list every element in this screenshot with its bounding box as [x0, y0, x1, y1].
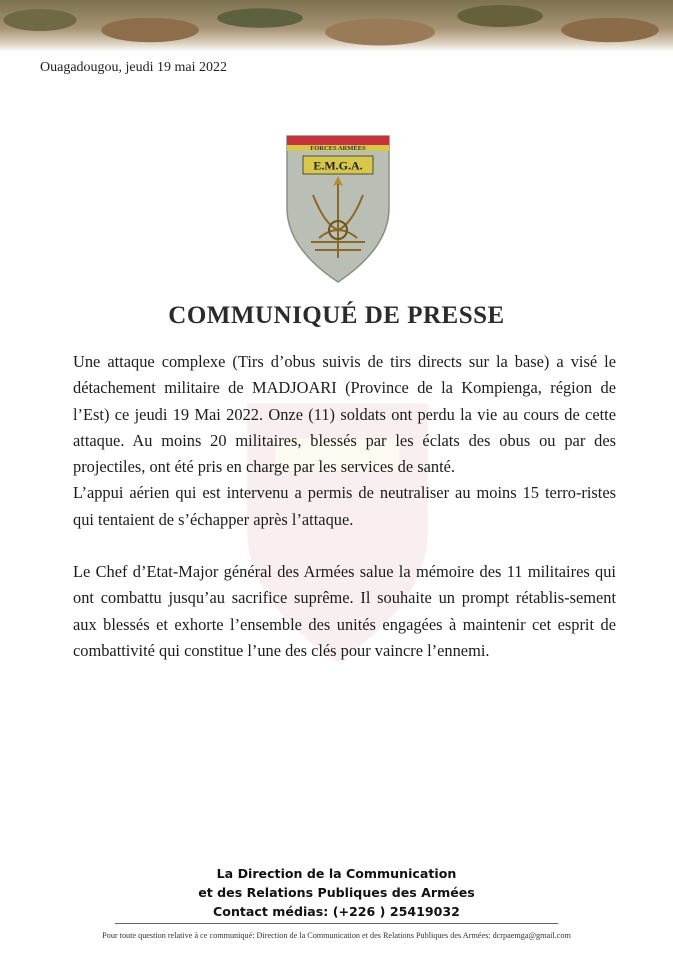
- footer-note: Pour toute question relative à ce communiqué: Direction de la Communication et des Relations Publiques des Armées: dcrpaemga@gmail.com: [102, 931, 571, 940]
- media-contact: Contact médias: (+226 ) 25419032: [213, 904, 460, 919]
- signature-line-2: et des Relations Publiques des Armées: [198, 885, 475, 900]
- emblem-org-text: E.M.G.A.: [313, 158, 363, 173]
- paragraph-tribute: Le Chef d’Etat-Major général des Armées salue la mémoire des 11 militaires qui ont combattu jusqu’au sacrifice suprême. Il souhaite un prompt rétablis-sement aux blessés et exhorte l’ensemble des unités engagées à maintenir cet esprit de combattivité qui constitue l’une des clés pour vaincre l’ennemi.: [73, 562, 616, 660]
- signature-block: [0, 864, 673, 921]
- camouflage-header-band: [0, 0, 673, 52]
- document-date: Ouagadougou, jeudi 19 mai 2022: [40, 60, 228, 75]
- paragraph-attack: Une attaque complexe (Tirs d’obus suivis de tirs directs sur la base) a visé le détachement militaire de MADJOARI (Province de la Kompienga, région de l’Est) ce jeudi 19 Mai 2022. Onze (11) soldats ont perdu la vie au cours de cette attaque. Au moins 20 militaires, blessés par les éclats des obus ou par des projectiles, ont été pris en charge par les services de santé.: [73, 352, 616, 477]
- footer-divider: [115, 923, 558, 924]
- signature-line-1: La Direction de la Communication: [216, 866, 457, 881]
- communique-body: [73, 349, 616, 664]
- emga-emblem: [283, 130, 393, 285]
- paragraph-air-support: L’appui aérien qui est intervenu a permis de neutraliser au moins 15 terro-ristes qui tentaient de s’échapper après l’attaque.: [73, 483, 616, 529]
- page-title: COMMUNIQUÉ DE PRESSE: [168, 302, 505, 329]
- emblem-banner-text: FORCES ARMÉES: [310, 145, 366, 152]
